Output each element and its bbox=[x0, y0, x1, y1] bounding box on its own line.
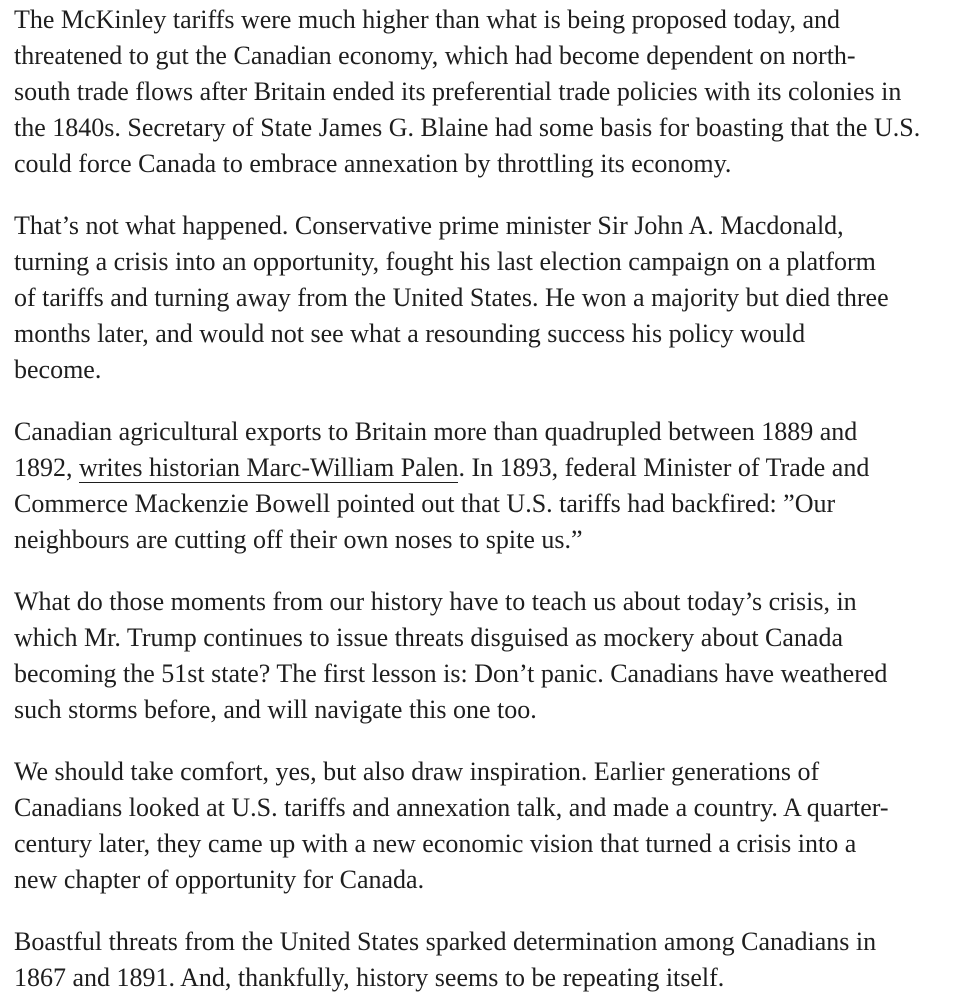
text-line: 1867 and 1891. And, thankfully, history seems to be repeating itself. bbox=[14, 963, 725, 992]
text-line: That’s not what happened. Conservative prime minister Sir John A. Macdonald, bbox=[14, 211, 844, 240]
text-line: Canadians looked at U.S. tariffs and annexation talk, and made a country. A quarter- bbox=[14, 793, 889, 822]
paragraph-conclusion bbox=[14, 924, 944, 996]
text-line: What do those moments from our history have to teach us about today’s crisis, in bbox=[14, 587, 857, 616]
text-line: Boastful threats from the United States sparked determination among Canadians in bbox=[14, 927, 877, 956]
text-line: new chapter of opportunity for Canada. bbox=[14, 865, 425, 894]
text-line: becoming the 51st state? The first lesson is: Don’t panic. Canadians have weathered bbox=[14, 659, 888, 688]
text-line: become. bbox=[14, 355, 102, 384]
text-line: Commerce Mackenzie Bowell pointed out that U.S. tariffs had backfired: ”Our bbox=[14, 489, 836, 518]
text-line: threatened to gut the Canadian economy, which had become dependent on north- bbox=[14, 41, 856, 70]
paragraph-inspiration bbox=[14, 754, 944, 898]
text-line: The McKinley tariffs were much higher than what is being proposed today, and bbox=[14, 5, 840, 34]
text-line: turning a crisis into an opportunity, fought his last election campaign on a platform bbox=[14, 247, 876, 276]
text-line: the 1840s. Secretary of State James G. Blaine had some basis for boasting that the U.S. bbox=[14, 113, 921, 142]
text-line: of tariffs and turning away from the United States. He won a majority but died three bbox=[14, 283, 889, 312]
paragraph-macdonald bbox=[14, 208, 944, 388]
paragraph-mckinley-tariffs bbox=[14, 2, 944, 182]
text-line-with-link bbox=[14, 450, 944, 486]
text-line: could force Canada to embrace annexation by throttling its economy. bbox=[14, 149, 732, 178]
text-line: such storms before, and will navigate this one too. bbox=[14, 695, 537, 724]
text-line: months later, and would not see what a resounding success his policy would bbox=[14, 319, 806, 348]
text-line: Canadian agricultural exports to Britain more than quadrupled between 1889 and bbox=[14, 417, 858, 446]
text-segment: 1892, bbox=[14, 453, 79, 482]
text-line: We should take comfort, yes, but also draw inspiration. Earlier generations of bbox=[14, 757, 820, 786]
paragraph-todays-crisis bbox=[14, 584, 944, 728]
text-line: south trade flows after Britain ended its preferential trade policies with its colonies in bbox=[14, 77, 902, 106]
paragraph-agricultural-exports bbox=[14, 414, 944, 558]
historian-palen-link[interactable]: writes historian Marc-William Palen bbox=[79, 453, 459, 482]
text-line: century later, they came up with a new economic vision that turned a crisis into a bbox=[14, 829, 857, 858]
text-line: neighbours are cutting off their own noses to spite us.” bbox=[14, 525, 583, 554]
text-line: which Mr. Trump continues to issue threats disguised as mockery about Canada bbox=[14, 623, 844, 652]
text-segment: . In 1893, federal Minister of Trade and bbox=[458, 453, 870, 482]
